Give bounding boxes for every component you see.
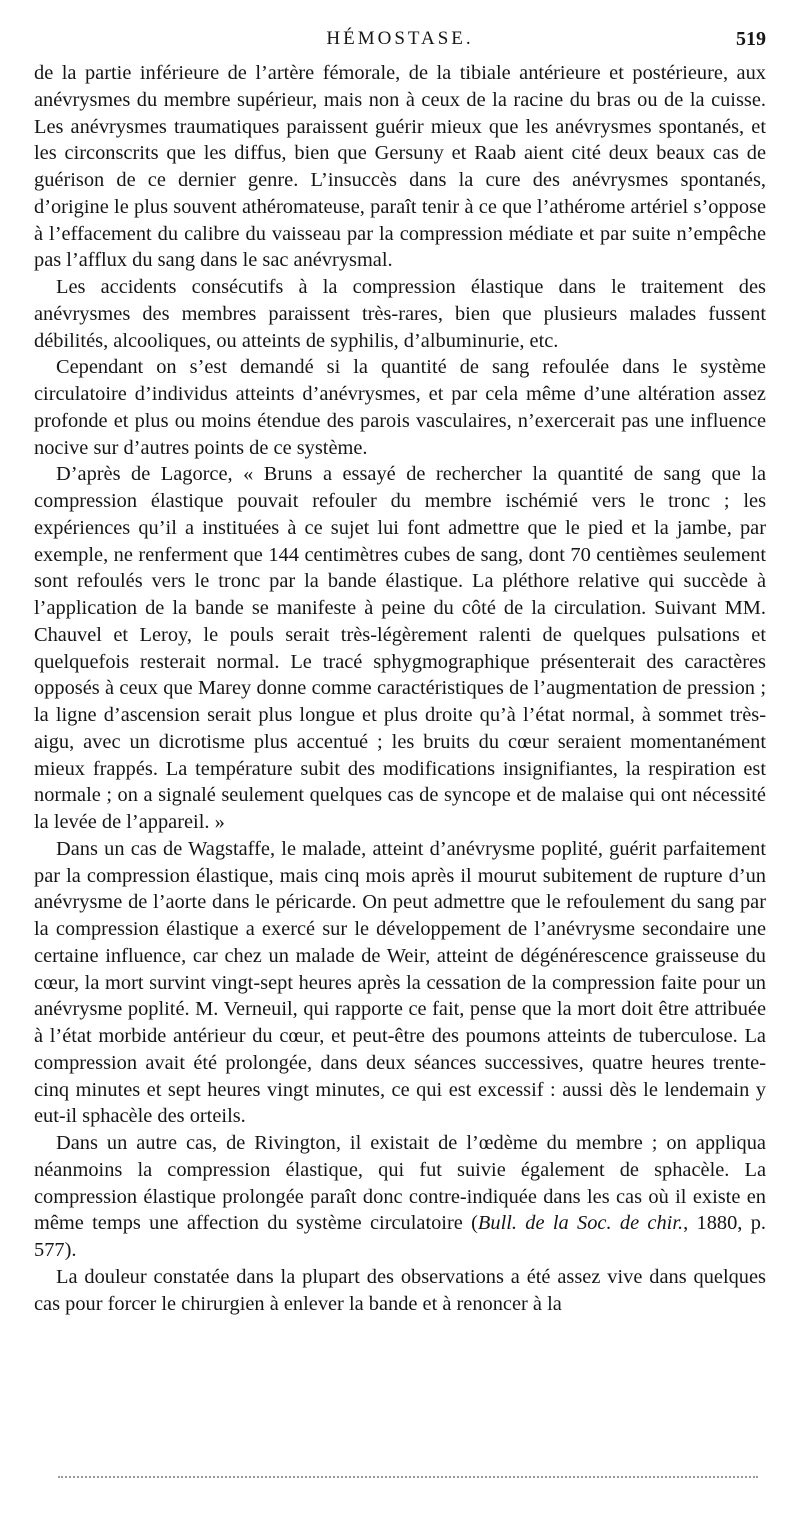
page-number: 519 [736, 28, 766, 50]
paragraph-accidents: Les accidents consécutifs à la compression élastique dans le traitement des anévrysmes des membres paraissent très-rares, bien que plusieurs malades fussent débilités, alcooliques, ou atteints de syphilis, d’albuminurie, etc. [34, 276, 766, 352]
paragraph-cependant: Cependant on s’est demandé si la quantité de sang refoulée dans le système circulatoire d’individus atteints d’anévrysmes, et par cela même d’une altération assez profonde et plus ou moins étendue des parois vasculaires, n’exercerait pas une influence nocive sur d’autres points de ce système. [34, 356, 766, 459]
paragraph-rivington [34, 1130, 766, 1264]
running-head [34, 28, 766, 58]
paragraph-wagstaffe: Dans un cas de Wagstaffe, le malade, atteint d’anévrysme poplité, guérit parfaitement par la compression élastique, mais cinq mois après il mourut subitement de rupture d’un anévrysme de l’aorte dans le péricarde. On peut admettre que le refoulement du sang par la compression élastique a exercé sur le développement de l’anévrysme secondaire une certaine influence, car chez un malade de Weir, atteint de dégénérescence graisseuse du cœur, la mort survint vingt-sept heures après la cessation de la compression faite pour un anévrysme poplité. M. Verneuil, qui rapporte ce fait, pense que la mort doit être attribuée à l’état morbide antérieur du cœur, et peut-être des poumons atteints de tuberculose. La compression avait été prolongée, dans deux séances successives, quatre heures trente-cinq minutes et sept heures vingt minutes, ce qui est excessif : aussi dès le lendemain y eut-il sphacèle des orteils. [34, 837, 766, 1128]
citation-italic: Bull. de la Soc. de chir. [477, 1212, 684, 1235]
paragraph-douleur: La douleur constatée dans la plupart des observations a été assez vive dans quelques cas pour forcer le chirurgien à enlever la bande et à renoncer à la [34, 1265, 766, 1315]
rivington-text: Dans un autre cas, de Rivington, il existait de l’œdème du membre ; on appliqua néanmoins la compression élastique, qui fut suivie également de sphacèle. La compression élastique prolongée paraît donc contre-indiquée dans les cas où il existe en même temps une affection du système circulatoire ( [34, 1132, 766, 1235]
citation-details: , 1880, p. 577). [34, 1212, 767, 1261]
paragraph-lagorce-quote: D’après de Lagorce, « Bruns a essayé de rechercher la quantité de sang que la compression élastique pouvait refouler du membre ischémié vers le tronc ; les expériences qu’il a instituées à ce sujet lui font admettre que le pied et la jambe, par exemple, ne renferment que 144 centimètres cubes de sang, dont 70 centièmes seulement sont refoulés vers le tronc par la bande élastique. La pléthore relative qui succède à l’application de la bande se manifeste à peine du côté de la circulation. Suivant MM. Chauvel et Leroy, le pouls serait très-légèrement ralenti de quelques pulsations et quelquefois resterait normal. Le tracé sphygmographique présenterait des caractères opposés à ceux que Marey donne comme caractéristiques de l’augmentation de pression ; la ligne d’ascension serait plus longue et plus droite qu’à l’état normal, à sommet très-aigu, avec un dicrotisme plus accentué ; les bruits du cœur seraient momentanément mieux frappés. La température subit des modifications insignifiantes, la respiration est normale ; on a signalé seulement quelques cas de syncope et de malaise qui ont nécessité la levée de l’appareil. » [34, 463, 766, 833]
footer-dotted-rule [58, 1476, 758, 1478]
paragraph-continuation: de la partie inférieure de l’artère fémorale, de la tibiale antérieure et postérieure, aux anévrysmes du membre supérieur, mais non à ceux de la racine du bras ou de la cuisse. Les anévrysmes traumatiques paraissent guérir mieux que les anévrysmes spontanés, et les circonscrits que les diffus, bien que Gersuny et Raab aient cité deux beaux cas de guérison de ce dernier genre. L’insuccès dans la cure des anévrysmes spontanés, d’origine le plus souvent athéromateuse, paraît tenir à ce que l’athérome artériel s’oppose à l’effacement du calibre du vaisseau par la compression médiate et par suite n’empêche pas l’afflux du sang dans le sac anévrysmal. [34, 62, 766, 272]
running-title: HÉMOSTASE. [326, 28, 474, 49]
body-text [34, 60, 766, 1317]
